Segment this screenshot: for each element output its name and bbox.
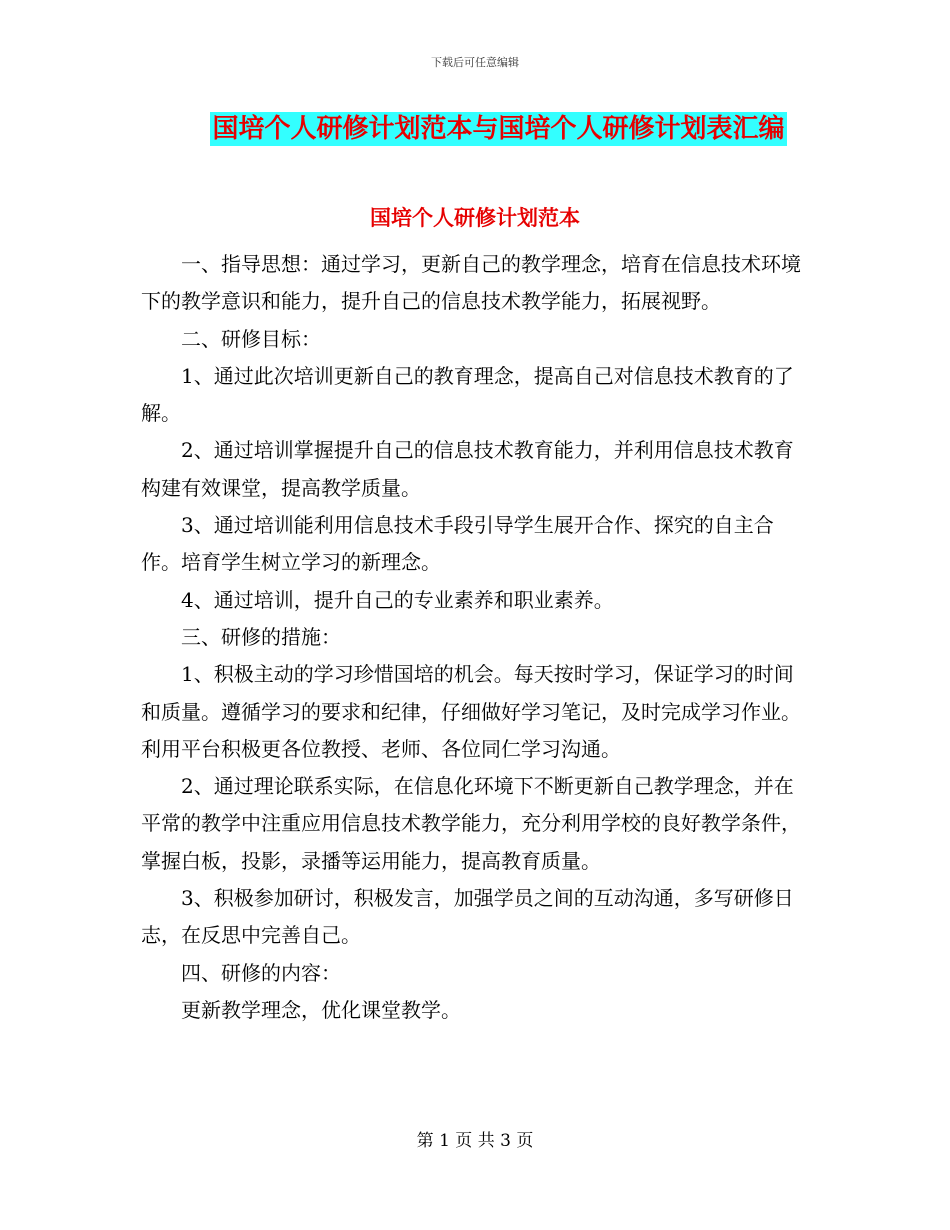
paragraph-goal-3: 3、通过培训能利用信息技术手段引导学生展开合作、探究的自主合作。培育学生树立学习的新理念。 [141, 513, 774, 575]
paragraph-measure-2: 2、通过理论联系实际，在信息化环境下不断更新自己教学理念，并在平常的教学中注重应用信息技术教学能力，充分利用学校的良好教学条件，掌握白板，投影，录播等运用能力，提高教育质量。 [141, 774, 801, 873]
paragraph-guiding-thought: 一、指导思想：通过学习，更新自己的教学理念，培育在信息技术环境下的教学意识和能力，提升自己的信息技术教学能力，拓展视野。 [141, 252, 801, 314]
section-title: 国培个人研修计划范本 [370, 205, 580, 230]
document-title: 国培个人研修计划范本与国培个人研修计划表汇编 [212, 114, 785, 144]
paragraph-measures-heading: 三、研修的措施： [181, 624, 341, 649]
paragraph-measure-1: 1、积极主动的学习珍惜国培的机会。每天按时学习，保证学习的时间和质量。遵循学习的要求和纪律，仔细做好学习笔记，及时完成学习作业。利用平台积极更各位教授、老师、各位同仁学习沟通。 [141, 662, 801, 761]
paragraph-measure-3: 3、积极参加研讨，积极发言，加强学员之间的互动沟通，多写研修日志，在反思中完善自己。 [141, 886, 794, 948]
document-title-wrapper [0, 112, 950, 146]
paragraph-goal-4: 4、通过培训，提升自己的专业素养和职业素养。 [181, 587, 614, 612]
paragraph-content-heading: 四、研修的内容： [181, 960, 341, 985]
document-body [141, 246, 809, 1029]
page-header: 下载后可任意编辑 [431, 56, 519, 69]
paragraph-content-1: 更新教学理念，优化课堂教学。 [181, 997, 461, 1022]
paragraph-goal-1: 1、通过此次培训更新自己的教育理念，提高自己对信息技术教育的了解。 [141, 363, 794, 426]
paragraph-goal-2: 2、通过培训掌握提升自己的信息技术教育能力，并利用信息技术教育构建有效课堂，提高教学质量。 [141, 438, 794, 500]
page-footer: 第 1 页 共 3 页 [416, 1131, 534, 1151]
paragraph-goals-heading: 二、研修目标： [181, 326, 321, 351]
